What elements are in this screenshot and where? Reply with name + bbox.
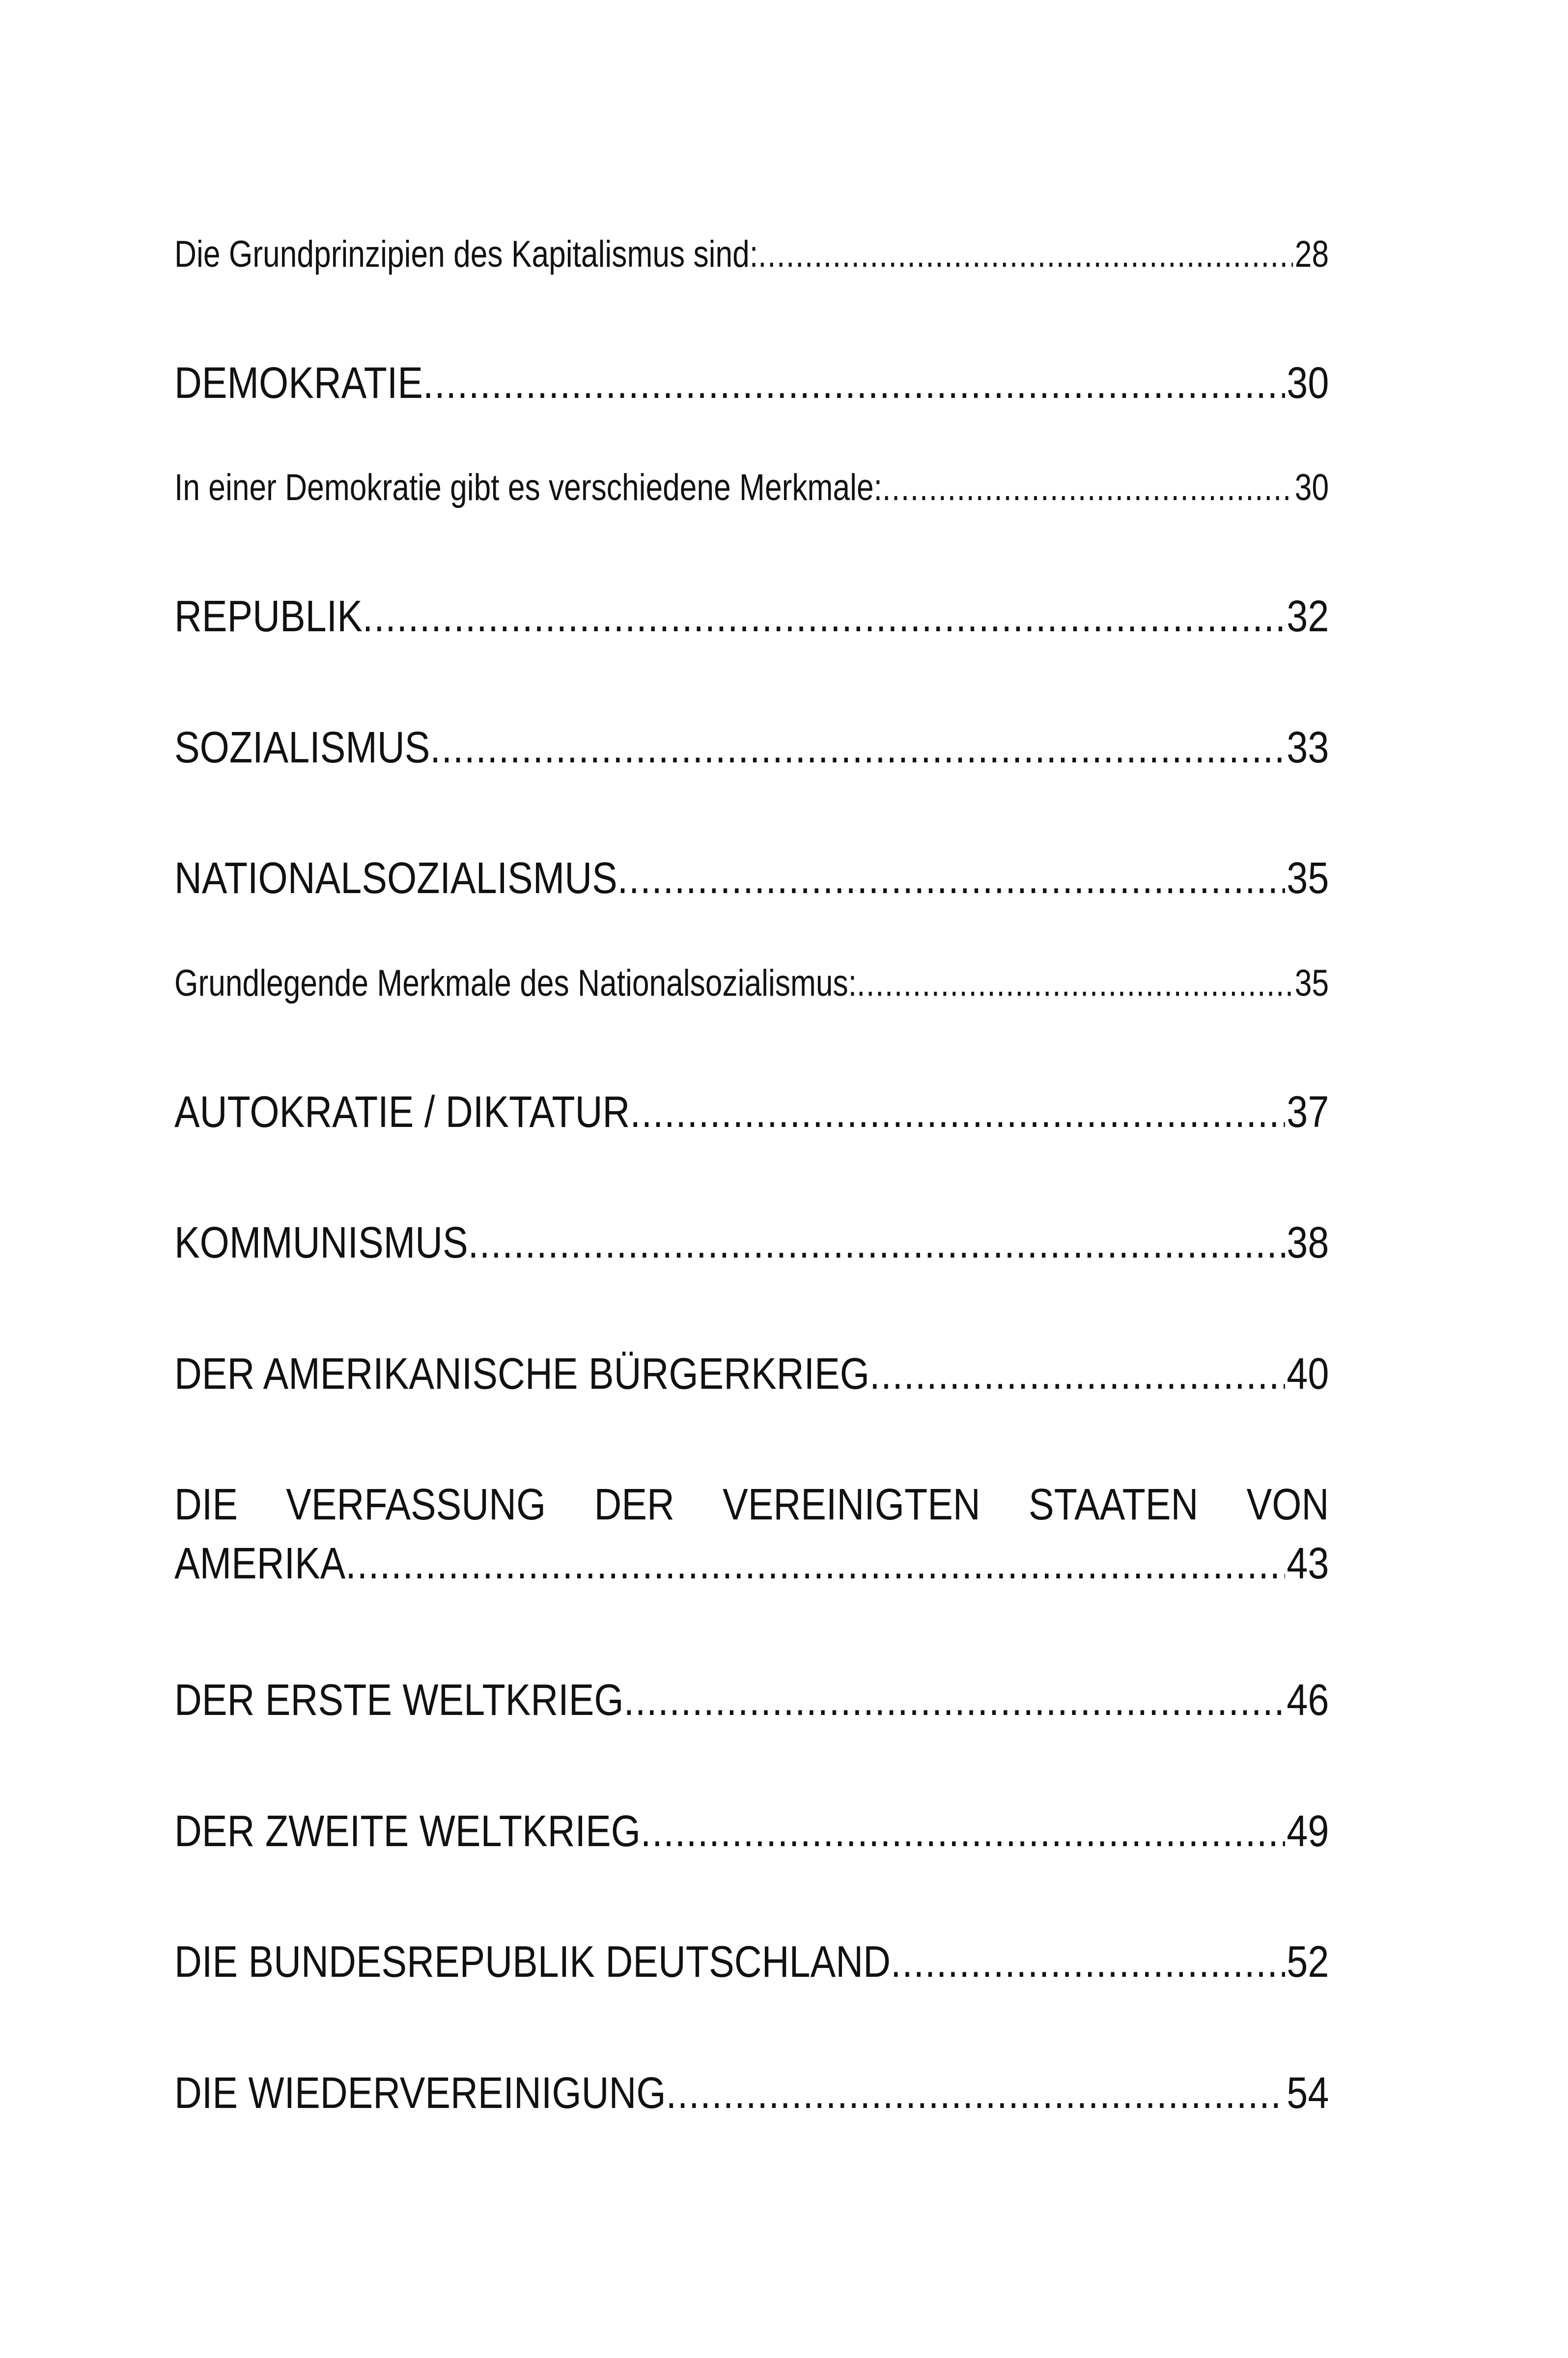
toc-entry-republik[interactable]: [174, 590, 1329, 644]
toc-title-word: VERFASSUNG: [286, 1480, 546, 1529]
toc-entry-verfassung-usa[interactable]: [174, 1478, 1329, 1596]
toc-entry-title: DER ZWEITE WELTKRIEG: [174, 1807, 641, 1856]
toc-entry-title: Grundlegende Merkmale des Nationalsozialismus:: [174, 962, 857, 1004]
toc-entry-title-line-2: [174, 1537, 1329, 1591]
toc-entry-page: 54: [1287, 2069, 1329, 2118]
toc-title-word: VEREINIGTEN: [723, 1480, 980, 1529]
toc-entry-title: DER ERSTE WELTKRIEG: [174, 1676, 624, 1725]
toc-entry-page: 38: [1287, 1218, 1329, 1267]
toc-entry-title: AUTOKRATIE / DIKTATUR: [174, 1088, 630, 1137]
toc-entry-autokratie-diktatur[interactable]: [174, 1085, 1329, 1139]
toc-entry-demokratie-merkmale[interactable]: [174, 464, 1329, 511]
toc-entry-title: SOZIALISMUS: [174, 723, 430, 772]
toc-entry-page: 52: [1287, 1937, 1329, 1987]
dot-leader: [430, 721, 1285, 775]
toc-entry-page: 40: [1287, 1349, 1329, 1399]
toc-entry-title: KOMMUNISMUS: [174, 1218, 468, 1267]
dot-leader: [617, 851, 1285, 905]
dot-leader: [641, 1804, 1285, 1858]
dot-leader: [869, 1347, 1285, 1401]
toc-entry-page: 30: [1294, 467, 1329, 508]
toc-title-word: DER: [594, 1480, 674, 1529]
toc-entry-title: REPUBLIK: [174, 592, 363, 641]
toc-entry-page: 49: [1287, 1807, 1329, 1856]
toc-entry-erster-weltkrieg[interactable]: [174, 1673, 1329, 1727]
toc-entry-title: AMERIKA: [174, 1539, 346, 1588]
dot-leader: [882, 464, 1293, 511]
dot-leader: [423, 356, 1285, 410]
toc-entry-demokratie[interactable]: [174, 356, 1329, 410]
dot-leader: [891, 1935, 1285, 1989]
toc-title-word: STAATEN: [1028, 1480, 1199, 1529]
dot-leader: [666, 2066, 1285, 2120]
toc-entry-title: DEMOKRATIE: [174, 359, 423, 408]
dot-leader: [857, 960, 1293, 1007]
toc-entry-title: NATIONALSOZIALISMUS: [174, 854, 617, 903]
dot-leader: [624, 1673, 1285, 1727]
toc-entry-page: 35: [1294, 962, 1329, 1004]
toc-entry-kapitalismus-grundprinzipien[interactable]: [174, 231, 1329, 278]
toc-entry-page: 30: [1287, 359, 1329, 408]
toc-entry-page: 43: [1287, 1539, 1329, 1588]
toc-entry-title: DIE BUNDESREPUBLIK DEUTSCHLAND: [174, 1937, 891, 1987]
toc-entry-page: 35: [1287, 854, 1329, 903]
toc-entry-title: In einer Demokratie gibt es verschiedene Merkmale:: [174, 467, 882, 508]
table-of-contents: [174, 0, 1329, 2358]
toc-entry-title: DIE WIEDERVEREINIGUNG: [174, 2069, 666, 2118]
toc-entry-kommunismus[interactable]: [174, 1216, 1329, 1270]
toc-entry-title: DER AMERIKANISCHE BÜRGERKRIEG: [174, 1349, 869, 1399]
dot-leader: [345, 1537, 1285, 1591]
toc-entry-title-line-1: [174, 1478, 1329, 1537]
toc-entry-page: 37: [1287, 1088, 1329, 1137]
toc-entry-nationalsozialismus[interactable]: [174, 851, 1329, 905]
dot-leader: [630, 1085, 1285, 1139]
dot-leader: [363, 590, 1285, 644]
toc-entry-page: 46: [1287, 1676, 1329, 1725]
toc-entry-bundesrepublik-deutschland[interactable]: [174, 1935, 1329, 1989]
toc-entry-page: 28: [1294, 233, 1329, 275]
toc-entry-zweiter-weltkrieg[interactable]: [174, 1804, 1329, 1858]
toc-entry-amerikanischer-buergerkrieg[interactable]: [174, 1347, 1329, 1401]
toc-entry-title: Die Grundprinzipien des Kapitalismus sind:: [174, 233, 758, 275]
toc-title-word: DIE: [174, 1480, 238, 1529]
dot-leader: [468, 1216, 1285, 1270]
toc-title-word: VON: [1246, 1480, 1329, 1529]
dot-leader: [758, 231, 1293, 278]
toc-entry-wiedervereinigung[interactable]: [174, 2066, 1329, 2120]
toc-entry-page: 32: [1287, 592, 1329, 641]
toc-entry-sozialismus[interactable]: [174, 721, 1329, 775]
toc-entry-nationalsozialismus-merkmale[interactable]: [174, 960, 1329, 1007]
toc-entry-page: 33: [1287, 723, 1329, 772]
